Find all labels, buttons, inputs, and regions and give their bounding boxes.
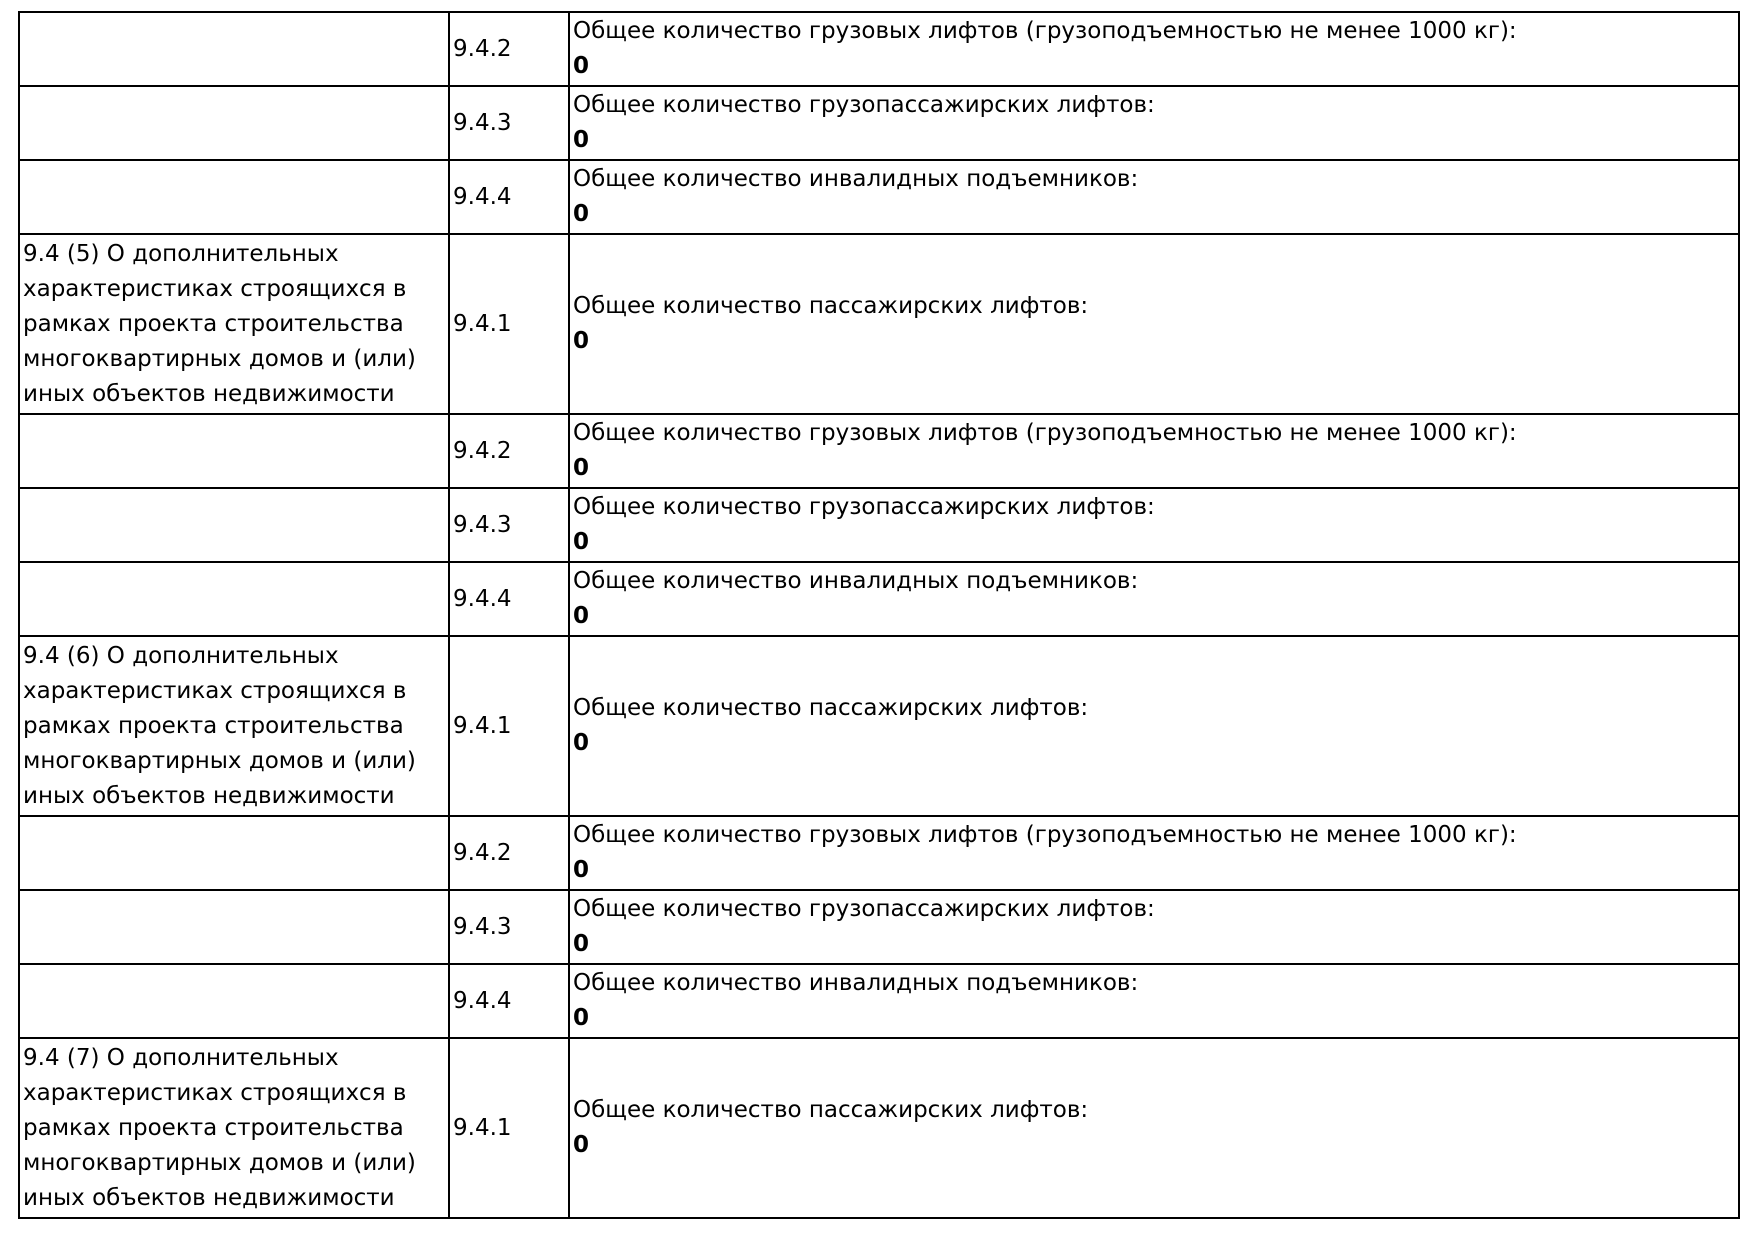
- item-code: 9.4.3: [449, 86, 569, 160]
- item-cell: [569, 890, 1739, 964]
- item-value: 0: [573, 529, 590, 555]
- section-cell: [19, 86, 449, 160]
- item-value: 0: [573, 857, 590, 883]
- item-code: 9.4.2: [449, 816, 569, 890]
- item-value: 0: [573, 53, 590, 79]
- item-cell: [569, 414, 1739, 488]
- item-value: 0: [573, 455, 590, 481]
- table-row: [19, 890, 1739, 964]
- item-cell: [569, 1038, 1739, 1218]
- section-cell: [19, 488, 449, 562]
- item-value: 0: [573, 730, 590, 756]
- section-cell: [19, 816, 449, 890]
- item-value: 0: [573, 1132, 590, 1158]
- item-code: 9.4.2: [449, 414, 569, 488]
- item-code: 9.4.4: [449, 160, 569, 234]
- item-value: 0: [573, 127, 590, 153]
- item-label: Общее количество грузопассажирских лифтов:: [573, 896, 1155, 922]
- item-label: Общее количество пассажирских лифтов:: [573, 1097, 1089, 1123]
- item-cell: [569, 86, 1739, 160]
- item-code: 9.4.1: [449, 1038, 569, 1218]
- item-code: 9.4.3: [449, 488, 569, 562]
- table-row: [19, 562, 1739, 636]
- section-cell: [19, 160, 449, 234]
- item-value: 0: [573, 328, 590, 354]
- item-cell: [569, 234, 1739, 414]
- lifts-characteristics-table: [18, 11, 1740, 1219]
- item-cell: [569, 12, 1739, 86]
- item-cell: [569, 816, 1739, 890]
- section-cell: [19, 12, 449, 86]
- item-cell: [569, 964, 1739, 1038]
- item-code: 9.4.2: [449, 12, 569, 86]
- item-code: 9.4.4: [449, 964, 569, 1038]
- table-row: [19, 160, 1739, 234]
- table-row: [19, 414, 1739, 488]
- item-label: Общее количество грузовых лифтов (грузоподъемностью не менее 1000 кг):: [573, 18, 1517, 44]
- item-label: Общее количество пассажирских лифтов:: [573, 695, 1089, 721]
- section-cell: [19, 964, 449, 1038]
- table-row: [19, 12, 1739, 86]
- item-cell: [569, 160, 1739, 234]
- item-code: 9.4.1: [449, 234, 569, 414]
- section-cell: [19, 890, 449, 964]
- table-row: [19, 636, 1739, 816]
- item-code: 9.4.3: [449, 890, 569, 964]
- table-row: [19, 86, 1739, 160]
- item-label: Общее количество пассажирских лифтов:: [573, 293, 1089, 319]
- item-cell: [569, 636, 1739, 816]
- item-cell: [569, 488, 1739, 562]
- section-title: 9.4 (5) О дополнительных характеристиках строящихся в рамках проекта строительства многоквартирных домов и (или) иных объектов недвижимости: [19, 234, 449, 414]
- item-label: Общее количество инвалидных подъемников:: [573, 970, 1139, 996]
- item-code: 9.4.4: [449, 562, 569, 636]
- section-cell: [19, 414, 449, 488]
- item-label: Общее количество грузовых лифтов (грузоподъемностью не менее 1000 кг):: [573, 420, 1517, 446]
- item-label: Общее количество грузопассажирских лифтов:: [573, 92, 1155, 118]
- item-value: 0: [573, 931, 590, 957]
- table-row: [19, 234, 1739, 414]
- item-code: 9.4.1: [449, 636, 569, 816]
- item-label: Общее количество грузовых лифтов (грузоподъемностью не менее 1000 кг):: [573, 822, 1517, 848]
- item-value: 0: [573, 603, 590, 629]
- section-cell: [19, 562, 449, 636]
- section-title: 9.4 (6) О дополнительных характеристиках строящихся в рамках проекта строительства многоквартирных домов и (или) иных объектов недвижимости: [19, 636, 449, 816]
- item-label: Общее количество инвалидных подъемников:: [573, 568, 1139, 594]
- table-row: [19, 816, 1739, 890]
- item-cell: [569, 562, 1739, 636]
- item-label: Общее количество грузопассажирских лифтов:: [573, 494, 1155, 520]
- table-row: [19, 488, 1739, 562]
- item-value: 0: [573, 1005, 590, 1031]
- table-row: [19, 964, 1739, 1038]
- table-row: [19, 1038, 1739, 1218]
- section-title: 9.4 (7) О дополнительных характеристиках строящихся в рамках проекта строительства многоквартирных домов и (или) иных объектов недвижимости: [19, 1038, 449, 1218]
- item-value: 0: [573, 201, 590, 227]
- item-label: Общее количество инвалидных подъемников:: [573, 166, 1139, 192]
